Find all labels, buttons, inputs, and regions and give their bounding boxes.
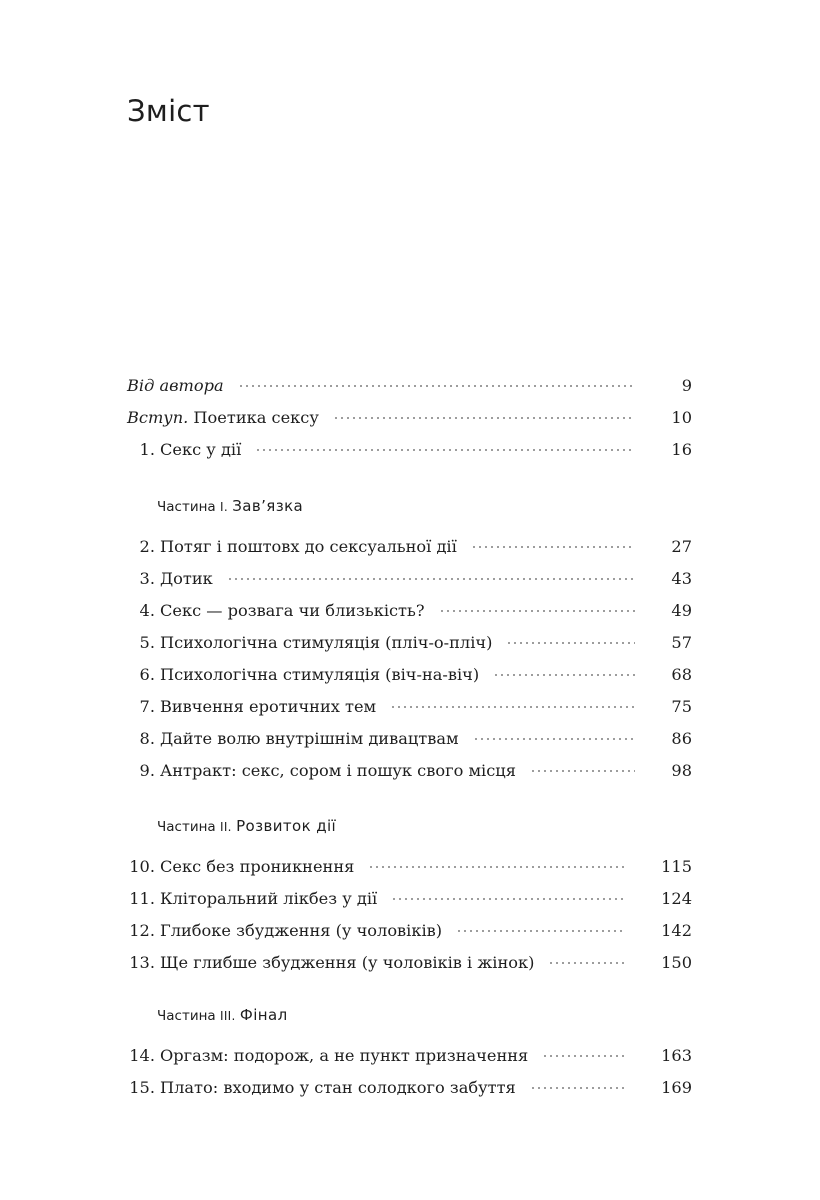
dot-leader [530,770,635,772]
toc-chapter-number: 10. [129,857,155,876]
toc-entry-chapter-6[interactable] [127,659,692,685]
toc-entry-chapter-4[interactable] [127,595,692,621]
toc-chapter-number: 5. [139,633,155,652]
toc-entry-foreword[interactable] [127,370,692,396]
toc-entry-chapter-1[interactable] [127,434,692,460]
toc-entry-chapter-7[interactable] [127,691,692,717]
toc-page-number: 150 [661,953,692,972]
page-title: Зміст [127,94,210,128]
dot-leader [493,674,635,676]
toc-chapter-number: 15. [129,1078,155,1097]
toc-entry-chapter-11[interactable] [127,883,692,909]
toc-entry-chapter-3[interactable] [127,563,692,589]
dot-leader [439,610,636,612]
toc-entry-title: Потяг і поштовх до сексуальної дії [160,537,457,556]
toc-entry-chapter-14[interactable] [127,1040,692,1066]
dot-leader [238,385,636,387]
toc-page-number: 57 [671,633,692,652]
toc-entry-chapter-12[interactable] [127,915,692,941]
toc-entry-title: Плато: входимо у стан солодкого забуття [160,1078,516,1097]
dot-leader [255,449,635,451]
dot-leader [542,1055,625,1057]
toc-page-number: 43 [671,569,692,588]
toc-entry-title: Вивчення еротичних тем [160,697,377,716]
dot-leader [390,706,635,708]
toc-chapter-number: 9. [139,761,155,780]
part-heading-2: Частина II. Розвиток дії [157,817,337,835]
toc-page-number: 142 [661,921,692,940]
toc-entry-introduction[interactable] [127,402,692,428]
part-heading-3: Частина III. Фінал [157,1006,288,1024]
toc-chapter-number: 3. [139,569,155,588]
toc-entry-chapter-9[interactable] [127,755,692,781]
toc-page-number: 163 [661,1046,692,1065]
toc-page-number: 16 [671,440,692,459]
toc-page-number: 75 [671,697,692,716]
toc-entry-title: Секс без проникнення [160,857,355,876]
toc-chapter-number: 4. [139,601,155,620]
dot-leader [456,930,625,932]
dot-leader [530,1087,625,1089]
toc-page-number: 68 [671,665,692,684]
toc-entry-title: Від автора [127,376,224,395]
toc-chapter-number: 14. [129,1046,155,1065]
toc-entry-title: Кліторальний лікбез у дії [160,889,378,908]
toc-page-number: 169 [661,1078,692,1097]
toc-entry-title: Дотик [160,569,213,588]
toc-chapter-number: 13. [129,953,155,972]
toc-entry-chapter-13[interactable] [127,947,692,973]
toc-entry-title: Психологічна стимуляція (віч-на-віч) [160,665,480,684]
dot-leader [333,417,636,419]
dot-leader [391,898,625,900]
toc-page-number: 27 [671,537,692,556]
toc-chapter-number: 7. [139,697,155,716]
part-heading-1: Частина I. Зав’язка [157,497,304,515]
toc-chapter-number: 6. [139,665,155,684]
toc-entry-chapter-10[interactable] [127,851,692,877]
toc-entry-chapter-5[interactable] [127,627,692,653]
dot-leader [368,866,625,868]
toc-page-number: 86 [671,729,692,748]
dot-leader [506,642,635,644]
dot-leader [471,546,636,548]
toc-entry-title: Ще глибше збудження (у чоловіків і жінок) [160,953,535,972]
toc-chapter-number: 1. [139,440,155,459]
toc-entry-title: Психологічна стимуляція (пліч-о-пліч) [160,633,493,652]
toc-page-number: 98 [671,761,692,780]
toc-chapter-number: 2. [139,537,155,556]
toc-page-number: 10 [671,408,692,427]
toc-chapter-number: 11. [129,889,155,908]
toc-entry-chapter-8[interactable] [127,723,692,749]
toc-entry-title: Дайте волю внутрішнім дивацтвам [160,729,459,748]
dot-leader [227,578,636,580]
toc-entry-chapter-15[interactable] [127,1072,692,1098]
toc-page-number: 115 [661,857,692,876]
toc-page-number: 49 [671,601,692,620]
toc-entry-title: Оргазм: подорож, а не пункт призначення [160,1046,529,1065]
toc-entry-title: Антракт: секс, сором і пошук свого місця [160,761,516,780]
toc-page-number: 124 [661,889,692,908]
toc-page-number: 9 [681,376,692,395]
toc-entry-chapter-2[interactable] [127,531,692,557]
toc-chapter-number: 12. [129,921,155,940]
toc-chapter-number: 8. [139,729,155,748]
toc-entry-title: Секс — розвага чи близькість? [160,601,425,620]
toc-entry-title: Секс у дії [160,440,242,459]
dot-leader [548,962,625,964]
toc-entry-title: Глибоке збудження (у чоловіків) [160,921,443,940]
dot-leader [473,738,636,740]
toc-entry-title: Вступ. Поетика сексу [127,408,319,427]
